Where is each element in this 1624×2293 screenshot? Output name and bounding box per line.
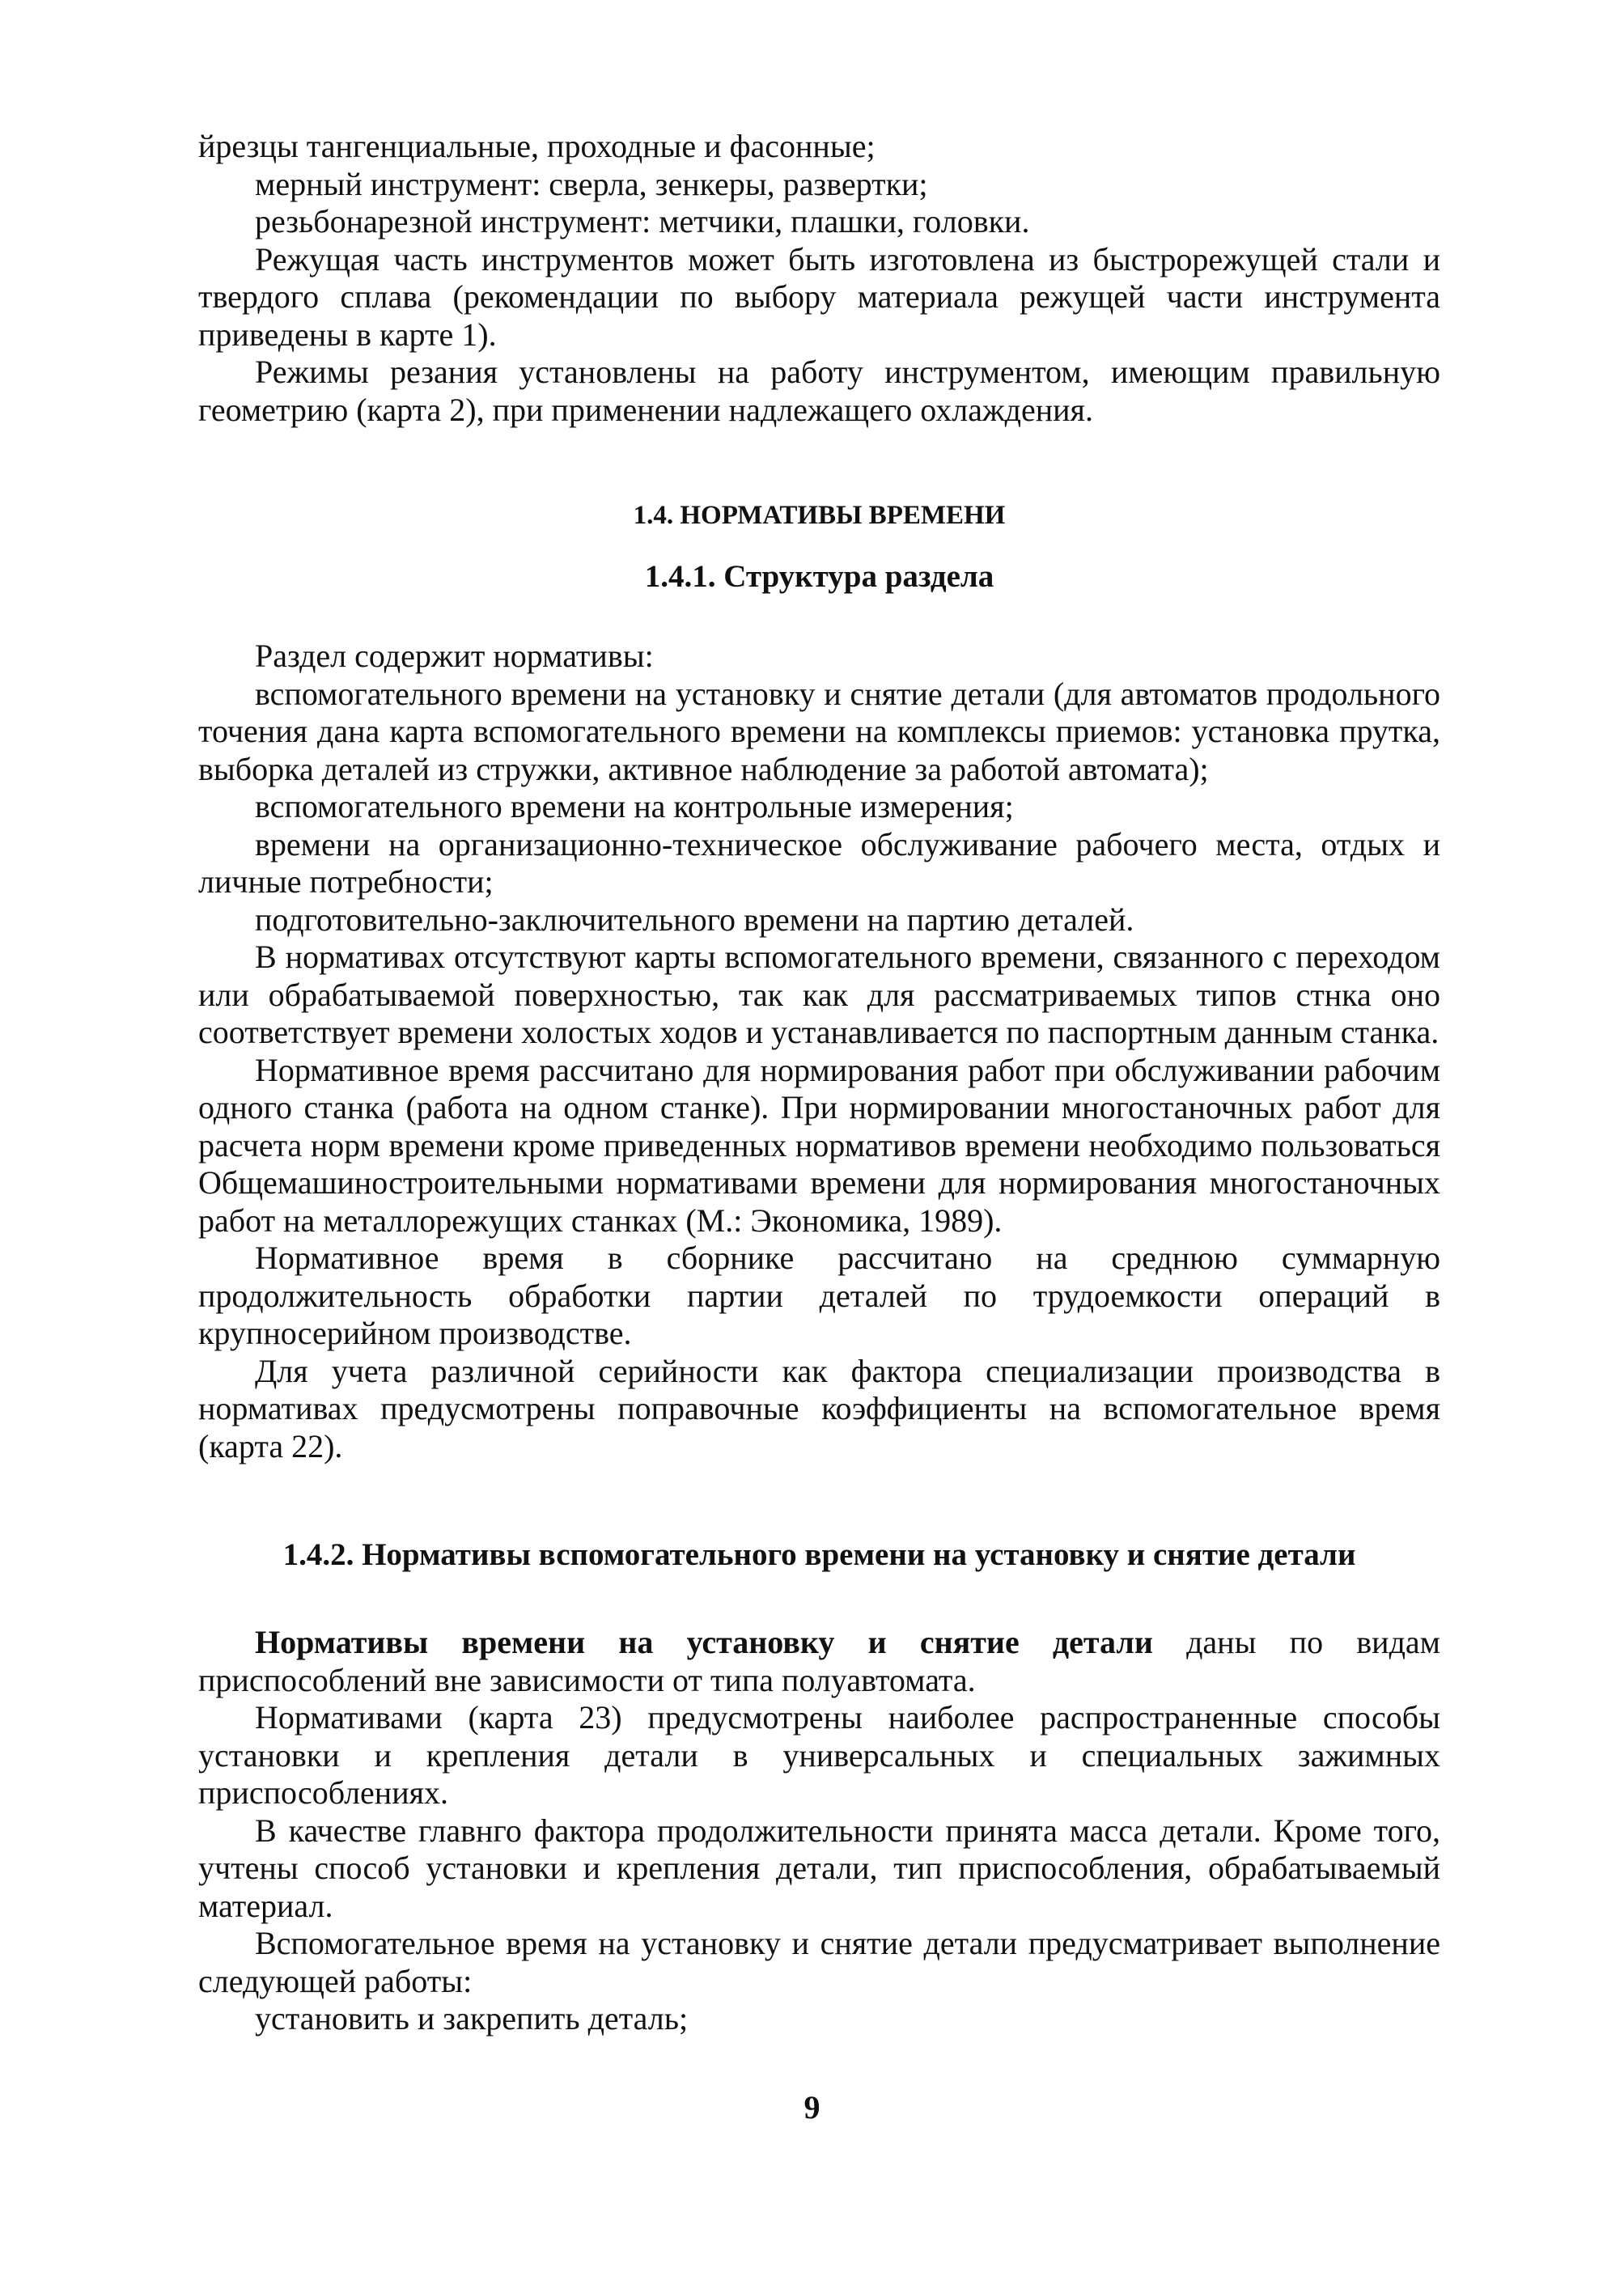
structure-paragraph: Для учета различной серийности как фактора специализации производства в нормативах предусмотрены поправочные коэффициенты на вспомогательное время (карта 22). xyxy=(198,1352,1440,1464)
structure-paragraph: подготовительно-заключительного времени на партию деталей. xyxy=(255,901,1134,938)
intro-line-threading-tools: резьбонарезной инструмент: метчики, плашки, головки. xyxy=(255,203,1030,239)
subsection-heading-setup-time: 1.4.2. Нормативы вспомогательного времени на установку и снятие детали xyxy=(282,1537,1356,1572)
setup-paragraph: В качестве главнго фактора продолжительности принята масса детали. Кроме того, учтены способ установки и крепления детали, тип приспособления, обрабатываемый материал. xyxy=(198,1812,1440,1924)
structure-paragraph: времени на организационно-техническое обслуживание рабочего места, отдых и личные потребности; xyxy=(198,825,1440,900)
setup-paragraph: установить и закрепить деталь; xyxy=(255,2000,689,2037)
structure-paragraph: Раздел содержит нормативы: xyxy=(255,638,654,674)
structure-paragraph: Нормативное время в сборнике рассчитано на среднюю суммарную продолжительность обработки партии деталей по трудоемкости операций в крупносерийном производстве. xyxy=(198,1240,1440,1351)
body-text-column xyxy=(198,128,1440,2038)
setup-paragraph: Нормативами (карта 23) предусмотрены наиболее распространенные способы установки и крепления детали в универсальных и специальных зажимных приспособлениях. xyxy=(198,1699,1440,1811)
structure-paragraph: вспомогательного времени на контрольные измерения; xyxy=(255,788,1014,824)
section-heading-time-norms: 1.4. НОРМАТИВЫ ВРЕМЕНИ xyxy=(633,501,1006,530)
intro-paragraph-cutting-modes: Режимы резания установлены на работу инструментом, имеющим правильную геометрию (карта 2), при применении надлежащего охлаждения. xyxy=(198,354,1440,428)
intro-line-measuring-tools: мерный инструмент: сверла, зенкеры, развертки; xyxy=(255,165,928,202)
setup-paragraph-lead-rest: даны по видам приспособлений вне зависимости от типа полуавтомата. xyxy=(198,1624,1440,1698)
setup-paragraph-intro xyxy=(198,1624,1440,1699)
subsection-heading-structure: 1.4.1. Структура раздела xyxy=(644,559,994,594)
intro-paragraph-cutting-material: Режущая часть инструментов может быть изготовлена из быстрорежущей стали и твердого сплава (рекомендации по выбору материала режущей части инструмента приведены в карте 1). xyxy=(198,240,1440,353)
structure-paragraph: Нормативное время рассчитано для нормирования работ при обслуживании рабочим одного станка (работа на одном станке). При нормировании многостаночных работ для расчета норм времени кроме приведенных нормативов времени необходимо пользоваться Общемашиностроительными нормативами времени для нормирования многостаночных работ на металлорежущих станках (М.: Экономика, 1989). xyxy=(198,1051,1440,1239)
page-number: 9 xyxy=(804,2089,820,2126)
structure-paragraph: вспомогательного времени на установку и снятие детали (для автоматов продольного точения дана карта вспомогательного времени на комплексы приемов: установка прутка, выборка деталей из стружки, активное наблюдение за работой автомата); xyxy=(198,675,1440,787)
structure-paragraph: В нормативах отсутствуют карты вспомогательного времени, связанного с переходом или обрабатываемой поверхностью, так как для рассматриваемых типов стнка оно соответствует времени холостых ходов и устанавливается по паспортным данным станка. xyxy=(198,939,1440,1050)
setup-paragraph-lead-bold: Нормативы времени на установку и снятие детали xyxy=(255,1624,1153,1660)
setup-paragraph: Вспомогательное время на установку и снятие детали предусматривает выполнение следующей работы: xyxy=(198,1925,1440,1999)
intro-line-cutters: йрезцы тангенциальные, проходные и фасонные; xyxy=(198,128,876,164)
